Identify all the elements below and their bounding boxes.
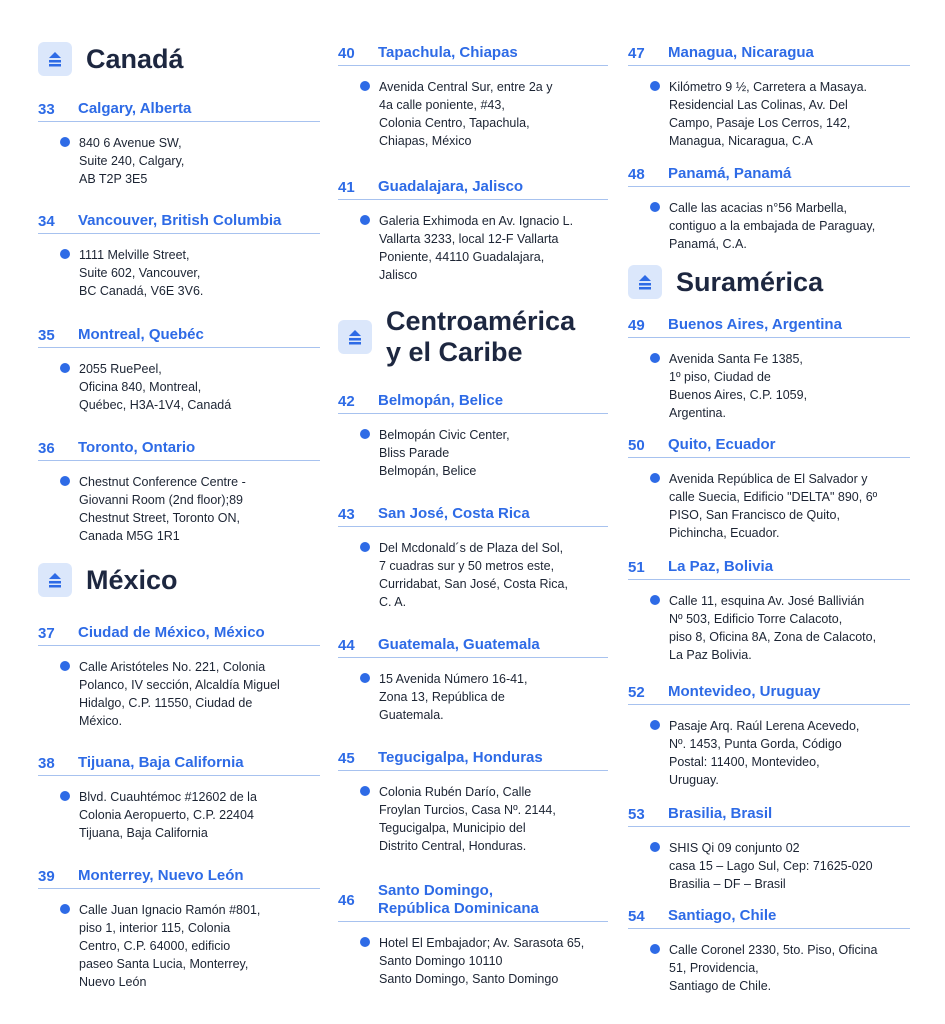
office-header: [628, 683, 910, 705]
office-address: [338, 212, 608, 284]
office-city: [668, 165, 791, 183]
office-entry: [38, 439, 320, 545]
address-line: 51, Providencia,: [669, 961, 759, 975]
office-city: [378, 505, 530, 523]
office-city-line: Managua, Nicaragua: [668, 44, 814, 61]
office-header: [628, 436, 910, 458]
address-line: PISO, San Francisco de Quito,: [669, 508, 840, 522]
office-city-line: Santo Domingo,: [378, 882, 493, 899]
office-city-line: Toronto, Ontario: [78, 439, 196, 456]
office-city-line: Brasilia, Brasil: [668, 805, 773, 822]
address-lines: [669, 717, 859, 789]
address-line: Calle las acacias n°56 Marbella,: [669, 201, 848, 215]
address-line: casa 15 – Lago Sul, Cep: 71625-020: [669, 859, 873, 873]
region-title: Centroamérica y el Caribe: [386, 306, 576, 367]
office-city: [668, 44, 814, 62]
address-line: Avenida Santa Fe 1385,: [669, 352, 803, 366]
address-line: Chiapas, México: [379, 134, 472, 148]
office-city: [668, 805, 772, 823]
address-line: Belmopán, Belice: [379, 464, 477, 478]
address-line: Bliss Parade: [379, 446, 450, 460]
address-lines: [379, 426, 510, 480]
address-line: SHIS Qi 09 conjunto 02: [669, 841, 800, 855]
office-number: 46: [338, 891, 355, 909]
address-line: Centro, C.P. 64000, edificio: [79, 939, 231, 953]
office-city-line: República Dominicana: [378, 900, 539, 917]
office-number: 38: [38, 754, 55, 772]
address-line: Chestnut Street, Toronto ON,: [79, 511, 240, 525]
office-entry: [38, 100, 320, 188]
office-address: [338, 934, 608, 988]
address-line: Avenida República de El Salvador y: [669, 472, 868, 486]
address-line: Chestnut Conference Centre -: [79, 475, 246, 489]
office-city: [78, 100, 191, 118]
office-address: [338, 539, 608, 611]
office-address: [38, 246, 320, 300]
office-city-line: Calgary, Alberta: [78, 100, 192, 117]
address-lines: [669, 350, 807, 422]
address-line: BC Canadá, V6E 3V6.: [79, 284, 204, 298]
office-header: [628, 907, 910, 929]
address-line: Calle Juan Ignacio Ramón #801,: [79, 903, 261, 917]
address-line: Santo Domingo, Santo Domingo: [379, 972, 559, 986]
office-address: [338, 426, 608, 480]
office-address: [628, 199, 910, 253]
office-address: [628, 470, 910, 542]
office-header: [38, 867, 320, 889]
address-lines: [379, 539, 568, 611]
address-line: México.: [79, 714, 123, 728]
office-city: [668, 558, 773, 576]
office-header: [338, 392, 608, 414]
address-line: Tegucigalpa, Municipio del: [379, 821, 526, 835]
address-line: 1º piso, Ciudad de: [669, 370, 771, 384]
office-entry: [628, 165, 910, 253]
office-number: 39: [38, 867, 55, 885]
bullet-dot-icon: [360, 786, 370, 796]
office-city-line: Panamá, Panamá: [668, 165, 792, 182]
pin-icon: [338, 320, 372, 354]
address-line: 15 Avenida Número 16-41,: [379, 672, 528, 686]
address-line: Galeria Exhimoda en Av. Ignacio L.: [379, 214, 574, 228]
region-heading-centroamerica: [338, 306, 575, 368]
office-header: [628, 316, 910, 338]
office-number: 43: [338, 505, 355, 523]
office-city-line: Guadalajara, Jalisco: [378, 178, 524, 195]
office-address: [628, 717, 910, 789]
office-entry: [338, 505, 608, 611]
pin-icon: [628, 265, 662, 299]
bullet-dot-icon: [360, 937, 370, 947]
office-number: 52: [628, 683, 645, 701]
office-header: [38, 212, 320, 234]
office-city: [378, 392, 503, 410]
office-entry: [38, 624, 320, 730]
office-entry: [338, 44, 608, 150]
office-header: [628, 165, 910, 187]
address-line: Calle 11, esquina Av. José Ballivián: [669, 594, 865, 608]
address-line: La Paz Bolivia.: [669, 648, 752, 662]
address-line: Calle Coronel 2330, 5to. Piso, Oficina: [669, 943, 878, 957]
bullet-dot-icon: [650, 353, 660, 363]
bullet-dot-icon: [650, 720, 660, 730]
office-entry: [628, 907, 910, 995]
office-number: 44: [338, 636, 355, 654]
address-line: Avenida Central Sur, entre 2a y: [379, 80, 553, 94]
address-line: 840 6 Avenue SW,: [79, 136, 182, 150]
address-line: Colonia Rubén Darío, Calle: [379, 785, 532, 799]
office-address: [38, 658, 320, 730]
bullet-dot-icon: [360, 542, 370, 552]
address-line: 1111 Melville Street,: [79, 248, 190, 262]
address-line: Kilómetro 9 ½, Carretera a Masaya.: [669, 80, 867, 94]
address-line: Colonia Centro, Tapachula,: [379, 116, 530, 130]
office-header: [338, 44, 608, 66]
address-line: Oficina 840, Montreal,: [79, 380, 202, 394]
address-line: Del Mcdonald´s de Plaza del Sol,: [379, 541, 564, 555]
address-line: Postal: 11400, Montevideo,: [669, 755, 820, 769]
office-city: [78, 326, 204, 344]
address-lines: [669, 78, 867, 150]
address-line: Buenos Aires, C.P. 1059,: [669, 388, 808, 402]
bullet-dot-icon: [60, 661, 70, 671]
office-city-line: Vancouver, British Columbia: [78, 212, 282, 229]
office-address: [338, 670, 608, 724]
office-city-line: La Paz, Bolivia: [668, 558, 774, 575]
office-city-line: Monterrey, Nuevo León: [78, 867, 244, 884]
office-city-line: Montevideo, Uruguay: [668, 683, 821, 700]
office-address: [38, 788, 320, 842]
bullet-dot-icon: [650, 842, 660, 852]
address-line: Canada M5G 1R1: [79, 529, 180, 543]
address-line: Colonia Aeropuerto, C.P. 22404: [79, 808, 254, 822]
address-line: Jalisco: [379, 268, 418, 282]
office-number: 47: [628, 44, 645, 62]
bullet-dot-icon: [360, 673, 370, 683]
bullet-dot-icon: [360, 215, 370, 225]
office-number: 50: [628, 436, 645, 454]
office-city-line: Tegucigalpa, Honduras: [378, 749, 543, 766]
address-lines: [669, 941, 877, 995]
office-header: [338, 178, 608, 200]
office-city-line: Belmopán, Belice: [378, 392, 504, 409]
region-title: México: [86, 564, 178, 595]
bullet-dot-icon: [360, 429, 370, 439]
address-line: Hotel El Embajador; Av. Sarasota 65,: [379, 936, 585, 950]
address-lines: [79, 658, 280, 730]
office-city: [668, 683, 821, 701]
bullet-dot-icon: [60, 791, 70, 801]
office-header: [338, 749, 608, 771]
office-address: [628, 839, 910, 893]
address-line: Brasilia – DF – Brasil: [669, 877, 786, 891]
office-city: [78, 212, 281, 230]
office-number: 45: [338, 749, 355, 767]
address-line: Calle Aristóteles No. 221, Colonia: [79, 660, 266, 674]
address-lines: [379, 934, 584, 988]
bullet-dot-icon: [60, 137, 70, 147]
address-line: Argentina.: [669, 406, 726, 420]
pin-icon: [38, 563, 72, 597]
office-number: 42: [338, 392, 355, 410]
office-header: [628, 805, 910, 827]
address-line: Polanco, IV sección, Alcaldía Miguel: [79, 678, 280, 692]
bullet-dot-icon: [60, 363, 70, 373]
address-line: 2055 RuePeel,: [79, 362, 162, 376]
address-lines: [379, 783, 556, 855]
office-city: [378, 749, 543, 767]
address-line: Pichincha, Ecuador.: [669, 526, 780, 540]
address-line: Campo, Pasaje Los Cerros, 142,: [669, 116, 851, 130]
region-title: Canadá: [86, 43, 184, 74]
address-line: Québec, H3A-1V4, Canadá: [79, 398, 232, 412]
address-line: Santiago de Chile.: [669, 979, 772, 993]
region-heading-canada: [38, 42, 184, 76]
office-city-line: Guatemala, Guatemala: [378, 636, 540, 653]
office-number: 54: [628, 907, 645, 925]
address-line: Managua, Nicaragua, C.A: [669, 134, 813, 148]
address-line: Suite 602, Vancouver,: [79, 266, 201, 280]
office-entry: [628, 436, 910, 542]
office-number: 34: [38, 212, 55, 230]
address-line: AB T2P 3E5: [79, 172, 148, 186]
office-address: [628, 78, 910, 150]
address-line: piso 8, Oficina 8A, Zona de Calacoto,: [669, 630, 877, 644]
region-title: Suramérica: [676, 266, 824, 297]
address-lines: [669, 199, 875, 253]
office-city: [78, 439, 195, 457]
address-line: paseo Santa Lucia, Monterrey,: [79, 957, 249, 971]
office-entry: [38, 867, 320, 991]
office-header: [628, 44, 910, 66]
office-header: [628, 558, 910, 580]
office-number: 53: [628, 805, 645, 823]
office-header: [38, 326, 320, 348]
office-city-line: Quito, Ecuador: [668, 436, 776, 453]
address-line: Curridabat, San José, Costa Rica,: [379, 577, 568, 591]
address-line: Santo Domingo 10110: [379, 954, 503, 968]
pin-icon: [38, 42, 72, 76]
office-entry: [628, 44, 910, 150]
office-city: [378, 178, 523, 196]
region-heading-mexico: [38, 563, 178, 597]
office-city: [378, 44, 518, 62]
office-entry: [338, 392, 608, 480]
office-city-line: Buenos Aires, Argentina: [668, 316, 842, 333]
address-line: Poniente, 44110 Guadalajara,: [379, 250, 545, 264]
office-address: [338, 783, 608, 855]
address-line: Giovanni Room (2nd floor);89: [79, 493, 243, 507]
address-line: Distrito Central, Honduras.: [379, 839, 527, 853]
office-entry: [628, 558, 910, 664]
office-entry: [38, 754, 320, 842]
office-city-line: Tijuana, Baja California: [78, 754, 244, 771]
office-number: 51: [628, 558, 645, 576]
office-entry: [628, 805, 910, 893]
office-number: 35: [38, 326, 55, 344]
bullet-dot-icon: [60, 249, 70, 259]
bullet-dot-icon: [60, 904, 70, 914]
bullet-dot-icon: [650, 81, 660, 91]
office-header: [338, 882, 608, 922]
bullet-dot-icon: [650, 202, 660, 212]
office-city: [78, 867, 244, 885]
office-address: [38, 901, 320, 991]
office-entry: [628, 316, 910, 422]
region-heading-suramerica: [628, 265, 823, 299]
office-address: [38, 360, 320, 414]
office-header: [38, 754, 320, 776]
address-line: 4a calle poniente, #43,: [379, 98, 505, 112]
office-city-line: Santiago, Chile: [668, 907, 777, 924]
address-line: Nuevo León: [79, 975, 147, 989]
office-number: 41: [338, 178, 355, 196]
address-line: contiguo a la embajada de Paraguay,: [669, 219, 876, 233]
address-line: Nº. 1453, Punta Gorda, Código: [669, 737, 842, 751]
address-lines: [669, 592, 876, 664]
office-entry: [628, 683, 910, 789]
office-city: [668, 436, 776, 454]
address-line: piso 1, interior 115, Colonia: [79, 921, 231, 935]
address-lines: [669, 839, 873, 893]
address-lines: [79, 360, 231, 414]
address-line: Uruguay.: [669, 773, 719, 787]
office-city: [378, 636, 540, 654]
address-lines: [379, 670, 527, 724]
office-number: 37: [38, 624, 55, 642]
address-lines: [79, 901, 260, 991]
office-city: [668, 316, 842, 334]
office-city-line: Montreal, Quebéc: [78, 326, 204, 343]
bullet-dot-icon: [650, 944, 660, 954]
office-address: [628, 941, 910, 995]
office-number: 33: [38, 100, 55, 118]
address-line: Panamá, C.A.: [669, 237, 747, 251]
office-city: [78, 624, 265, 642]
address-line: Zona 13, República de: [379, 690, 505, 704]
office-header: [38, 100, 320, 122]
address-lines: [379, 78, 553, 150]
address-line: Suite 240, Calgary,: [79, 154, 185, 168]
office-city-line: San José, Costa Rica: [378, 505, 530, 522]
office-entry: [338, 749, 608, 855]
office-entry: [338, 882, 608, 988]
office-address: [338, 78, 608, 150]
address-line: C. A.: [379, 595, 407, 609]
office-entry: [38, 212, 320, 300]
address-line: Nº 503, Edificio Torre Calacoto,: [669, 612, 843, 626]
office-header: [338, 636, 608, 658]
bullet-dot-icon: [60, 476, 70, 486]
address-line: Hidalgo, C.P. 11550, Ciudad de: [79, 696, 253, 710]
address-line: 7 cuadras sur y 50 metros este,: [379, 559, 555, 573]
office-header: [38, 624, 320, 646]
office-address: [38, 134, 320, 188]
address-lines: [79, 246, 203, 300]
office-city-line: Ciudad de México, México: [78, 624, 265, 641]
office-entry: [338, 636, 608, 724]
address-lines: [669, 470, 877, 542]
address-line: Pasaje Arq. Raúl Lerena Acevedo,: [669, 719, 860, 733]
address-line: Tijuana, Baja California: [79, 826, 208, 840]
office-city: [378, 882, 539, 918]
address-line: Blvd. Cuauhtémoc #12602 de la: [79, 790, 257, 804]
office-number: 40: [338, 44, 355, 62]
address-line: Belmopán Civic Center,: [379, 428, 510, 442]
office-city: [668, 907, 776, 925]
address-lines: [79, 788, 257, 842]
address-line: Residencial Las Colinas, Av. Del: [669, 98, 848, 112]
office-entry: [338, 178, 608, 284]
bullet-dot-icon: [360, 81, 370, 91]
office-city-line: Tapachula, Chiapas: [378, 44, 518, 61]
office-header: [38, 439, 320, 461]
bullet-dot-icon: [650, 595, 660, 605]
address-lines: [379, 212, 573, 284]
address-line: calle Suecia, Edificio "DELTA" 890, 6º: [669, 490, 878, 504]
address-line: Froylan Turcios, Casa Nº. 2144,: [379, 803, 556, 817]
address-line: Guatemala.: [379, 708, 444, 722]
office-number: 36: [38, 439, 55, 457]
office-entry: [38, 326, 320, 414]
office-number: 48: [628, 165, 645, 183]
office-address: [628, 350, 910, 422]
office-address: [628, 592, 910, 664]
address-lines: [79, 134, 184, 188]
office-number: 49: [628, 316, 645, 334]
bullet-dot-icon: [650, 473, 660, 483]
office-city: [78, 754, 244, 772]
office-header: [338, 505, 608, 527]
address-lines: [79, 473, 246, 545]
address-line: Vallarta 3233, local 12-F Vallarta: [379, 232, 559, 246]
office-address: [38, 473, 320, 545]
